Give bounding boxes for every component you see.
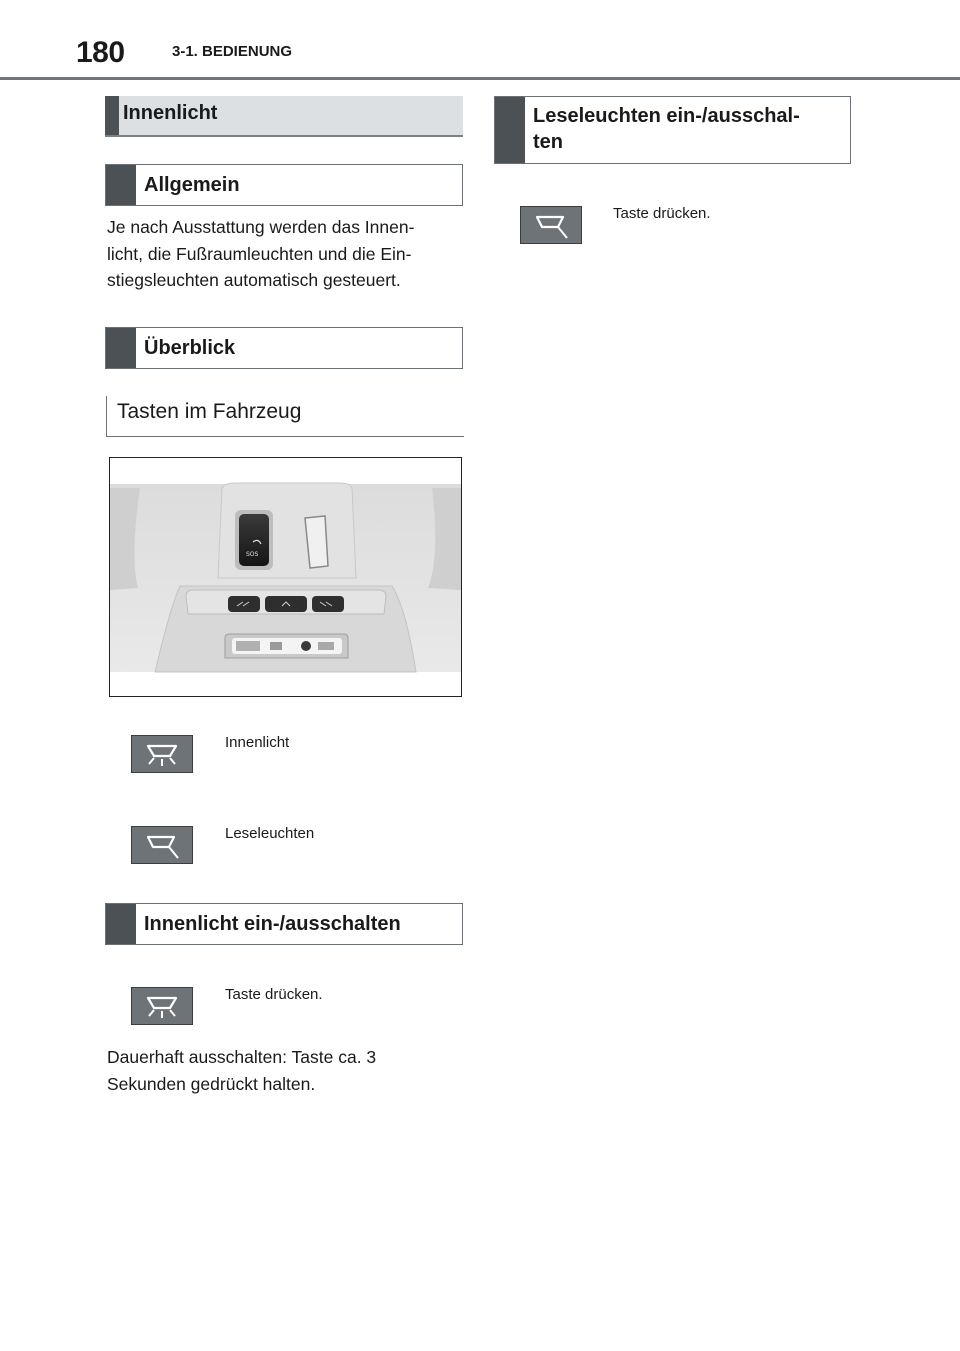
subheading-ueberblick — [105, 327, 463, 369]
allgemein-paragraph — [107, 214, 467, 294]
switch-step-text: Taste drücken. — [225, 986, 323, 1003]
legend-label-innenlicht: Innenlicht — [225, 734, 290, 751]
overhead-console-illustration — [110, 458, 461, 696]
legend-label-leseleuchten: Leseleuchten — [225, 825, 315, 842]
heading-line: Leseleuchten ein-/ausschal- — [533, 105, 800, 127]
interior-light-icon — [131, 735, 193, 773]
heading-bar — [106, 328, 136, 368]
paragraph-line: Sekunden gedrückt halten. — [107, 1073, 316, 1094]
reading-step-text: Taste drücken. — [613, 205, 711, 222]
subsubheading-text: Tasten im Fahrzeug — [117, 400, 302, 423]
sos-button — [239, 514, 269, 566]
interior-light-icon — [131, 987, 193, 1025]
page-number: 180 — [76, 36, 125, 69]
section-heading-text: Innenlicht — [123, 102, 218, 124]
subheading-allgemein — [105, 164, 463, 206]
heading-line: ten — [533, 131, 563, 153]
subheading-text — [533, 103, 800, 155]
chapter-title: 3-1. BEDIENUNG — [172, 43, 293, 60]
paragraph-line: licht, die Fußraumleuchten und die Ein- — [107, 243, 412, 264]
subsubheading-tasten — [106, 396, 464, 437]
heading-bar — [106, 904, 136, 944]
subheading-text: Allgemein — [144, 174, 240, 196]
reading-light-icon — [131, 826, 193, 864]
switch-note-paragraph — [107, 1044, 467, 1097]
sos-label: SOS — [246, 551, 259, 558]
reading-light-icon — [520, 206, 582, 244]
subheading-innenlicht-switch — [105, 903, 463, 945]
heading-bar — [106, 165, 136, 205]
paragraph-line: Dauerhaft ausschalten: Taste ca. 3 — [107, 1047, 377, 1067]
overhead-console-photo — [109, 457, 462, 697]
header-rule — [0, 77, 960, 80]
subheading-leseleuchten — [494, 96, 851, 164]
paragraph-line: Je nach Ausstattung werden das Innen- — [107, 217, 415, 237]
heading-bar — [495, 97, 525, 163]
subheading-text: Überblick — [144, 337, 236, 359]
paragraph-line: stiegsleuchten automatisch gesteuert. — [107, 270, 401, 290]
subheading-text: Innenlicht ein-/ausschalten — [144, 913, 401, 935]
section-heading-innenlicht — [105, 96, 463, 137]
heading-bar — [105, 96, 119, 135]
